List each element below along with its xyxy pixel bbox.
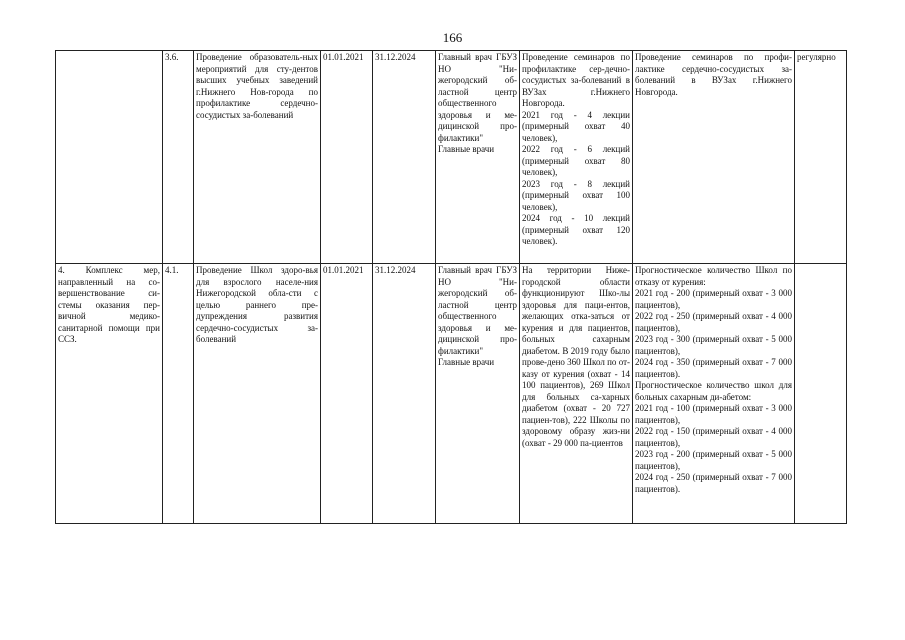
description-cell — [520, 264, 633, 524]
measures-table — [55, 50, 847, 524]
table-row — [56, 264, 847, 524]
description-line: 2022 год - 6 лекций (примерный охват 80 человек), — [522, 144, 630, 177]
result-line: 2023 год - 300 (примерный охват - 5 000 пациентов), — [635, 334, 792, 356]
page-number: 166 — [442, 30, 463, 45]
result-cell — [633, 51, 795, 264]
responsible-extra-text: Главные врачи — [438, 144, 495, 154]
result-line: 2023 год - 200 (примерный охват - 5 000 пациентов), — [635, 449, 792, 471]
end-date-cell: 31.12.2024 — [373, 51, 436, 264]
result-line: 2024 год - 250 (примерный охват - 7 000 пациентов). — [635, 472, 792, 494]
periodicity-cell: регулярно — [795, 51, 847, 264]
measure-cell: Проведение образователь-ных мероприятий для сту-дентов высших учебных заведений г.Нижнего Нов-города по профилактике сердечно-сосудистых за-болеваний — [194, 51, 321, 264]
start-date-cell: 01.01.2021 — [321, 264, 373, 524]
responsible-extra-text: Главные врачи — [438, 357, 495, 367]
description-text: Проведение семинаров по профилактике сер-дечно-сосудистых за-болеваний в ВУЗах г.Нижнего Новгорода. — [522, 52, 630, 108]
end-date-cell: 31.12.2024 — [373, 264, 436, 524]
responsible-cell — [436, 51, 520, 264]
result-line: 2021 год - 100 (примерный охват - 3 000 пациентов), — [635, 403, 792, 425]
description-line: 2023 год - 8 лекций (примерный охват 100 человек), — [522, 178, 630, 212]
periodicity-cell — [795, 264, 847, 524]
result-line: 2021 год - 200 (примерный охват - 3 000 пациентов), — [635, 288, 792, 310]
description-line: 2021 год - 4 лекции (примерный охват 40 человек), — [522, 109, 630, 143]
result-line: Проведение семинаров по профи-лактике сердечно-сосудистых за-болеваний в ВУЗах г.Нижнего Новгорода. — [635, 52, 792, 97]
responsible-cell — [436, 264, 520, 524]
result-line: Прогностическое количество школ для больных сахарным ди-абетом: — [635, 380, 792, 402]
task-cell — [56, 51, 163, 264]
description-line: 2024 год - 10 лекций (примерный охват 120 человек). — [522, 213, 630, 246]
result-line: 2024 год - 350 (примерный охват - 7 000 пациентов). — [635, 357, 792, 379]
task-cell: 4. Комплекс мер, направленный на со-вершенствование си-стемы оказания пер-вичной медико-санитарной помощи при ССЗ. — [56, 264, 163, 524]
number-cell: 4.1. — [163, 264, 194, 524]
result-line: Прогностическое количество Школ по отказу от курения: — [635, 265, 792, 287]
number-cell: 3.6. — [163, 51, 194, 264]
result-cell — [633, 264, 795, 524]
measure-cell: Проведение Школ здоро-вья для взрослого населе-ния Нижегородской обла-сти с целью раннего пре-дупреждения развития сердечно-сосудистых за-болеваний — [194, 264, 321, 524]
start-date-cell: 01.01.2021 — [321, 51, 373, 264]
responsible-text: Главный врач ГБУЗ НО "Ни-жегородский об-ластной центр общественного здоровья и ме-дицинской про-филактики" — [438, 265, 517, 356]
result-line: 2022 год - 250 (примерный охват - 4 000 пациентов), — [635, 311, 792, 333]
table-row — [56, 51, 847, 264]
description-text: На территории Ниже-городской области функционируют Шко-лы здоровья для паци-ентов, желающих отка-заться от курения и для пациентов, больных сахарным диабетом. В 2019 году было прове-дено 360 Школ по от-казу от курения (охват - 14 100 пациентов), 269 Школ для больных са-харных диабетом (охват - 20 727 пациен-тов), 222 Школы по здоровому образу жиз-ни (охват - 29 000 па-циентов — [522, 265, 630, 448]
result-line: 2022 год - 150 (примерный охват - 4 000 пациентов), — [635, 426, 792, 448]
responsible-text: Главный врач ГБУЗ НО "Ни-жегородский об-ластной центр общественного здоровья и ме-дицинской про-филактики" — [438, 52, 517, 143]
description-cell — [520, 51, 633, 264]
